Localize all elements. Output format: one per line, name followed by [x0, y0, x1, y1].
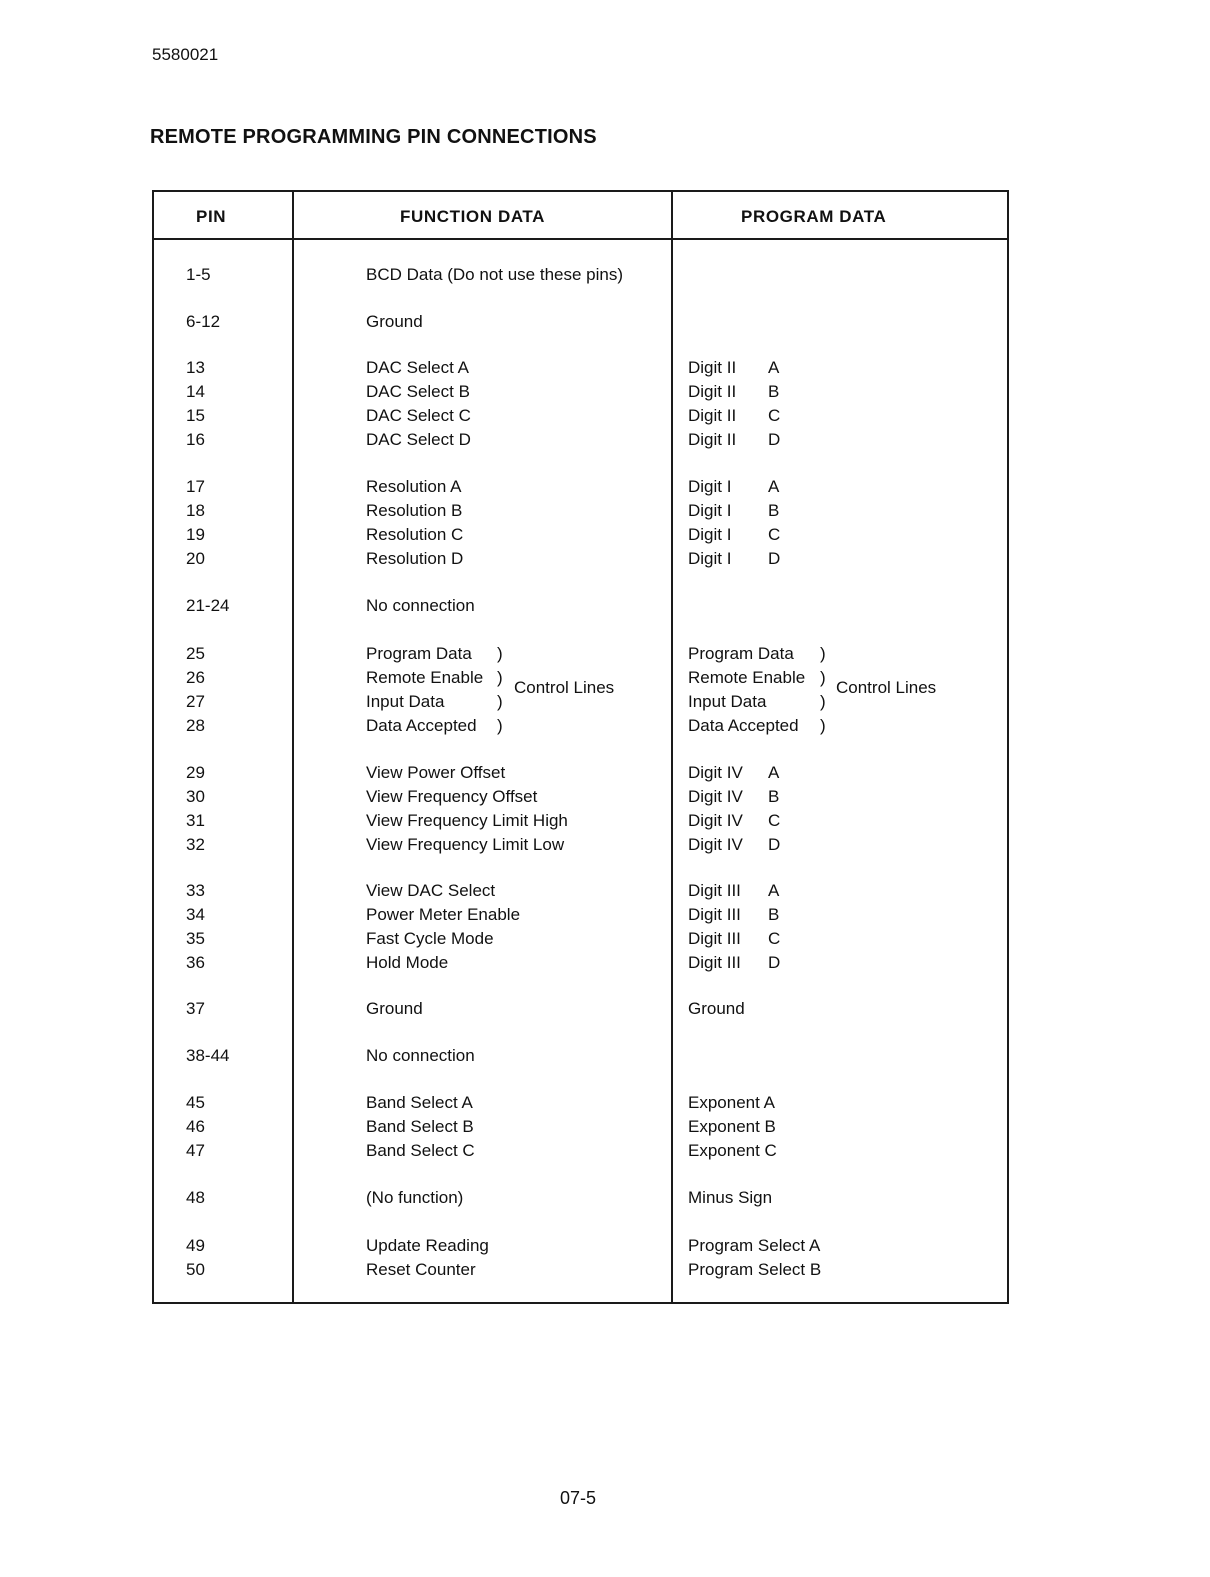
program-cell — [688, 1258, 821, 1282]
pin-cell: 14 — [186, 382, 205, 401]
program-cell — [688, 809, 781, 833]
table-row — [154, 833, 1007, 857]
pin-cell: 37 — [186, 999, 205, 1018]
control-lines-bracket: ) — [820, 716, 826, 735]
function-cell: View Frequency Offset — [366, 787, 538, 806]
program-cell — [688, 1115, 776, 1139]
program-cell — [688, 997, 745, 1021]
function-cell: DAC Select A — [366, 358, 469, 377]
program-text: Digit III — [688, 929, 741, 948]
table-row — [154, 761, 1007, 785]
pin-cell: 48 — [186, 1188, 205, 1207]
table-row — [154, 1115, 1007, 1139]
program-cell — [688, 761, 780, 785]
program-text: Ground — [688, 999, 745, 1018]
function-cell: No connection — [366, 1046, 475, 1065]
program-cell — [688, 380, 780, 404]
program-letter: D — [768, 549, 781, 568]
function-cell: Resolution B — [366, 501, 463, 520]
program-text: Digit IV — [688, 835, 743, 854]
program-text: Program Data — [688, 644, 794, 663]
program-letter: D — [768, 835, 781, 854]
program-cell — [688, 903, 780, 927]
table-row — [154, 380, 1007, 404]
pin-cell: 31 — [186, 811, 205, 830]
program-letter: B — [768, 382, 780, 401]
function-cell: Resolution A — [366, 477, 462, 496]
program-text: Digit II — [688, 382, 737, 401]
pin-cell: 38-44 — [186, 1046, 230, 1065]
function-cell: Power Meter Enable — [366, 905, 521, 924]
header-divider — [154, 238, 1007, 240]
pin-cell: 26 — [186, 668, 205, 687]
function-cell: Fast Cycle Mode — [366, 929, 494, 948]
program-letter: A — [768, 881, 780, 900]
function-cell: BCD Data (Do not use these pins) — [366, 265, 624, 284]
function-cell: Update Reading — [366, 1236, 489, 1255]
header-program-data: PROGRAM DATA — [741, 207, 887, 226]
function-cell: View Frequency Limit High — [366, 811, 568, 830]
program-text: Program Select A — [688, 1236, 821, 1255]
program-cell — [688, 523, 781, 547]
pin-cell: 27 — [186, 692, 205, 711]
program-text: Program Select B — [688, 1260, 822, 1279]
program-letter: C — [768, 525, 781, 544]
table-row — [154, 475, 1007, 499]
pin-cell: 15 — [186, 406, 205, 425]
table-row — [154, 642, 1007, 666]
control-lines-bracket: ) — [497, 692, 503, 711]
table-row — [154, 594, 1007, 618]
program-letter: C — [768, 811, 781, 830]
program-cell — [688, 951, 781, 975]
pin-cell: 33 — [186, 881, 205, 900]
table-row — [154, 547, 1007, 571]
program-cell — [688, 879, 780, 903]
function-cell: Remote Enable — [366, 668, 484, 687]
program-letter: D — [768, 953, 781, 972]
pin-cell: 35 — [186, 929, 205, 948]
function-cell: View DAC Select — [366, 881, 496, 900]
program-text: Digit III — [688, 881, 741, 900]
pin-cell: 16 — [186, 430, 205, 449]
program-letter: B — [768, 787, 780, 806]
program-text: Digit IV — [688, 787, 743, 806]
function-control-lines-label: Control Lines — [514, 678, 615, 697]
program-cell — [688, 642, 794, 666]
program-cell — [688, 1091, 775, 1115]
program-text: Exponent A — [688, 1093, 775, 1112]
function-cell: Input Data — [366, 692, 445, 711]
pin-cell: 6-12 — [186, 312, 221, 331]
pin-cell: 25 — [186, 644, 205, 663]
program-text: Digit I — [688, 525, 732, 544]
program-cell — [688, 785, 780, 809]
pin-cell: 13 — [186, 358, 205, 377]
control-lines-bracket: ) — [820, 692, 826, 711]
header-function-data: FUNCTION DATA — [400, 207, 546, 226]
function-cell: Ground — [366, 999, 423, 1018]
function-cell: Ground — [366, 312, 423, 331]
table-row — [154, 1258, 1007, 1282]
pin-cell: 17 — [186, 477, 205, 496]
table-row — [154, 1139, 1007, 1163]
function-cell: Hold Mode — [366, 953, 449, 972]
program-cell — [688, 1139, 777, 1163]
function-cell: Program Data — [366, 644, 472, 663]
program-letter: C — [768, 929, 781, 948]
pin-cell: 32 — [186, 835, 205, 854]
pin-cell: 50 — [186, 1260, 205, 1279]
program-cell — [688, 690, 766, 714]
table-row — [154, 404, 1007, 428]
table-row — [154, 927, 1007, 951]
table-row — [154, 499, 1007, 523]
pin-cell: 36 — [186, 953, 205, 972]
pin-cell: 18 — [186, 501, 205, 520]
pin-connections-table — [152, 190, 1009, 1304]
table-row — [154, 809, 1007, 833]
program-letter: A — [768, 477, 780, 496]
function-cell: Band Select B — [366, 1117, 474, 1136]
pin-cell: 21-24 — [186, 596, 230, 615]
program-letter: B — [768, 905, 780, 924]
pin-cell: 30 — [186, 787, 205, 806]
program-text: Data Accepted — [688, 716, 799, 735]
table-row — [154, 714, 1007, 738]
program-text: Digit I — [688, 477, 732, 496]
program-cell — [688, 927, 781, 951]
pin-cell: 34 — [186, 905, 205, 924]
control-lines-bracket: ) — [497, 668, 503, 687]
program-text: Digit I — [688, 549, 732, 568]
pin-cell: 47 — [186, 1141, 205, 1160]
pin-cell: 19 — [186, 525, 205, 544]
table-row — [154, 785, 1007, 809]
program-letter: B — [768, 501, 780, 520]
table-row — [154, 1234, 1007, 1258]
program-cell — [688, 404, 781, 428]
pin-cell: 49 — [186, 1236, 205, 1255]
pin-cell: 20 — [186, 549, 205, 568]
control-lines-bracket: ) — [820, 644, 826, 663]
header-pin: PIN — [196, 207, 227, 226]
pin-cell: 1-5 — [186, 265, 211, 284]
pin-cell: 45 — [186, 1093, 205, 1112]
program-cell — [688, 547, 781, 571]
program-text: Digit III — [688, 905, 741, 924]
program-control-lines-label: Control Lines — [836, 678, 937, 697]
table-row — [154, 1186, 1007, 1210]
function-cell: View Power Offset — [366, 763, 506, 782]
pin-cell: 46 — [186, 1117, 205, 1136]
control-lines-bracket: ) — [820, 668, 826, 687]
program-cell — [688, 833, 781, 857]
function-cell: Resolution C — [366, 525, 464, 544]
function-cell: DAC Select C — [366, 406, 471, 425]
program-text: Digit II — [688, 406, 737, 425]
table-row — [154, 997, 1007, 1021]
page-title: REMOTE PROGRAMMING PIN CONNECTIONS — [150, 126, 597, 148]
program-cell — [688, 1234, 820, 1258]
program-text: Digit II — [688, 358, 737, 377]
program-text: Exponent B — [688, 1117, 776, 1136]
function-cell: (No function) — [366, 1188, 464, 1207]
program-cell — [688, 666, 805, 690]
program-cell — [688, 356, 780, 380]
program-letter: C — [768, 406, 781, 425]
control-lines-bracket: ) — [497, 644, 503, 663]
table-row — [154, 263, 1007, 287]
program-text: Exponent C — [688, 1141, 777, 1160]
table-row — [154, 310, 1007, 334]
table-row — [154, 356, 1007, 380]
pin-cell: 29 — [186, 763, 205, 782]
program-cell — [688, 499, 780, 523]
program-cell — [688, 714, 799, 738]
table-row — [154, 903, 1007, 927]
program-text: Digit IV — [688, 763, 743, 782]
table-row — [154, 879, 1007, 903]
function-cell: DAC Select D — [366, 430, 471, 449]
control-lines-bracket: ) — [497, 716, 503, 735]
program-cell — [688, 428, 781, 452]
function-cell: Band Select C — [366, 1141, 475, 1160]
program-letter: D — [768, 430, 781, 449]
function-cell: DAC Select B — [366, 382, 470, 401]
program-letter: A — [768, 763, 780, 782]
program-cell — [688, 1186, 772, 1210]
function-cell: Band Select A — [366, 1093, 473, 1112]
program-letter: A — [768, 358, 780, 377]
program-text: Digit IV — [688, 811, 743, 830]
program-text: Input Data — [688, 692, 767, 711]
table-row — [154, 951, 1007, 975]
table-row — [154, 523, 1007, 547]
function-cell: Resolution D — [366, 549, 464, 568]
function-cell: Reset Counter — [366, 1260, 476, 1279]
program-text: Remote Enable — [688, 668, 806, 687]
program-text: Digit III — [688, 953, 741, 972]
program-cell — [688, 475, 780, 499]
program-text: Minus Sign — [688, 1188, 773, 1207]
function-cell: View Frequency Limit Low — [366, 835, 565, 854]
page-number: 07-5 — [560, 1488, 597, 1508]
table-row — [154, 1044, 1007, 1068]
function-cell: No connection — [366, 596, 475, 615]
function-cell: Data Accepted — [366, 716, 477, 735]
table-row — [154, 1091, 1007, 1115]
document-number: 5580021 — [152, 45, 219, 64]
pin-cell: 28 — [186, 716, 205, 735]
table-row — [154, 428, 1007, 452]
program-text: Digit II — [688, 430, 737, 449]
program-text: Digit I — [688, 501, 732, 520]
